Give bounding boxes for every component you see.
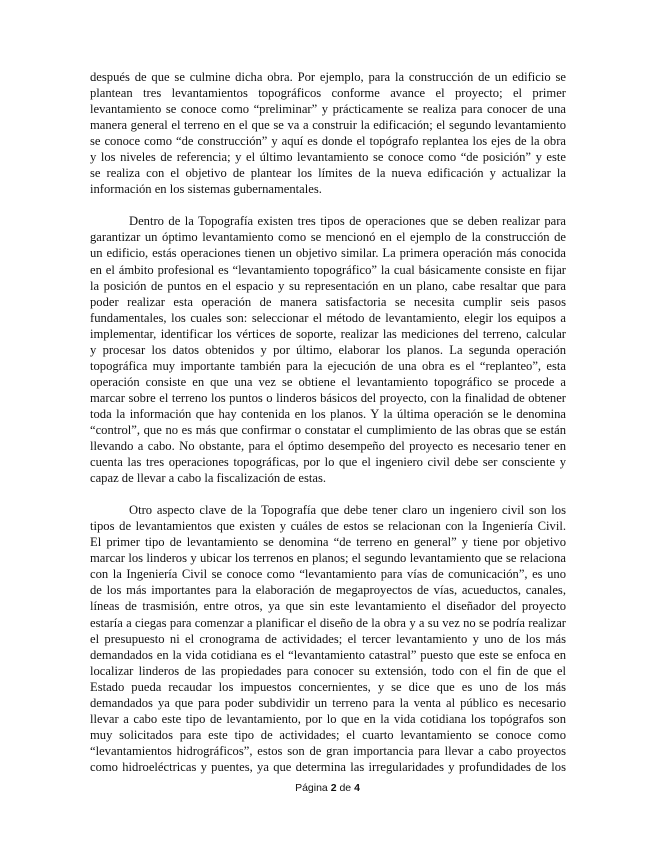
page-footer [0,782,655,794]
text-line: la posición de puntos en el espacio y su representación en un plano, cabe resaltar que para [90,278,566,293]
text-line: líneas de trasmisión, entre otros, ya que sin este levantamiento el diseñador del proyecto [90,599,566,614]
text-line: Estado pueda recaudar los impuestos concernientes, y se dice que es uno de los más [90,679,566,694]
text-line: llevando a cabo. No obstante, para el óptimo desempeño del proyecto es necesario tener en [90,439,566,454]
text-line: muy solicitados para este tipo de actividades; el cuarto levantamiento se conoce como [90,727,566,742]
text-line: El primer tipo de levantamiento se denomina “de terreno en general” y tiene por objetivo [90,535,566,550]
text-line: Otro aspecto clave de la Topografía que debe tener claro un ingeniero civil son los [129,503,566,518]
text-line: demandados ya que para poder subdividir un terreno para la venta al público es necesario [90,695,566,710]
text-line: información en los sistemas gubernamentales. [90,182,322,197]
text-line: manera general el terreno en el que se va a construir la edificación; el segundo levantamiento [90,118,566,133]
text-line: un edificio, estás operaciones tienen un objetivo similar. La primera operación más conocida [90,246,566,261]
page-label: Página [295,782,328,794]
text-line: tipos de levantamientos que existen y cuáles de estos se relacionan con la Ingeniería Civil. [90,519,566,534]
total-pages-number: 4 [354,782,360,794]
text-line: marcar sobre el terreno los puntos o linderos básicos del proyecto, con la finalidad de obtener [90,390,566,405]
text-line: toda la información que hay contenida en los planos. Y la última operación se le denomina [90,406,566,421]
page-separator: de [339,782,352,794]
text-line: garantizar un óptimo levantamiento como se mencionó en el ejemplo de la construcción de [90,230,566,245]
paragraph-2 [90,213,566,486]
text-line: implementar, identificar los vértices de soporte, realizar las mediciones del terreno, calcular [90,326,566,341]
text-line: fundamentales, los cuales son: seleccionar el método de levantamiento, elegir los equipos a [90,310,566,325]
paragraph-3 [90,502,566,775]
paragraph-spacing [90,197,566,213]
text-line: y procesar los datos obtenidos y por último, elaborar los planos. La segunda operación [90,342,566,357]
text-line: cuenta las tres operaciones topográficas, por lo que el ingeniero civil debe ser consciente y [90,455,566,470]
text-line: Dentro de la Topografía existen tres tipos de operaciones que se deben realizar para [129,214,566,229]
text-line: demandados en la vida cotidiana es el “levantamiento catastral” puesto que este se enfoca en [90,647,566,662]
text-line: localizar linderos de las propiedades para conocer su extensión, todo con el fin de que el [90,663,566,678]
text-line: se conoce como “de construcción” y aquí es donde el topógrafo replantea los ejes de la obra [90,134,566,149]
text-line: como hidroeléctricas y puentes, ya que determina las irregularidades y profundidades de los [90,759,566,774]
text-line: operación consiste en que una vez se obtiene el levantamiento topográfico se procede a [90,374,566,389]
text-line: de los más importantes para la elaboración de megaproyectos de vías, acueductos, canales, [90,583,566,598]
current-page-number: 2 [330,782,337,794]
text-line: poder realizar esta operación de manera satisfactoria se necesita cumplir seis pasos [90,294,566,309]
paragraph-1 [90,69,566,197]
text-line: levantamiento se conoce como “preliminar” y prácticamente se realiza para conocer de una [90,102,566,117]
text-line: capaz de llevar a cabo la fiscalización de estas. [90,471,326,486]
text-line: el presupuesto ni el cronograma de actividades; el tercer levantamiento y uno de los más [90,631,566,646]
text-line: topográfica muy importante también para la ejecución de una obra es el “replanteo”, esta [90,358,566,373]
text-line: y los niveles de referencia; y el último levantamiento se conoce como “de posición” y este [90,150,566,165]
text-line: marcar los linderos y ubicar los terrenos en planos; el segundo levantamiento que se relaciona [90,551,566,566]
text-line: después de que se culmine dicha obra. Por ejemplo, para la construcción de un edificio se [90,70,566,84]
text-line: con la Ingeniería Civil se conoce como “levantamiento para vías de comunicación”, es uno [90,567,566,582]
text-line: plantean tres levantamientos topográficos conforme avance el proyecto; el primer [90,86,566,101]
paragraph-spacing [90,486,566,502]
body-text [90,69,566,775]
text-line: “control”, que no es más que confirmar o constatar el cumplimiento de las obras que se están [90,422,566,437]
text-line: se realiza con el objetivo de plantear los límites de la nueva edificación y actualizar la [90,166,566,181]
text-line: llevar a cabo este tipo de levantamiento, por lo que en la vida cotidiana los topógrafos son [90,711,566,726]
text-line: “levantamientos hidrográficos”, estos son de gran importancia para llevar a cabo proyectos [90,743,566,758]
text-line: en el ámbito profesional es “levantamiento topográfico” la cual básicamente consiste en fijar [90,262,566,277]
text-line: estaría a ciegas para comenzar a planificar el diseño de la obra y a su vez no se podría realizar [90,615,566,630]
